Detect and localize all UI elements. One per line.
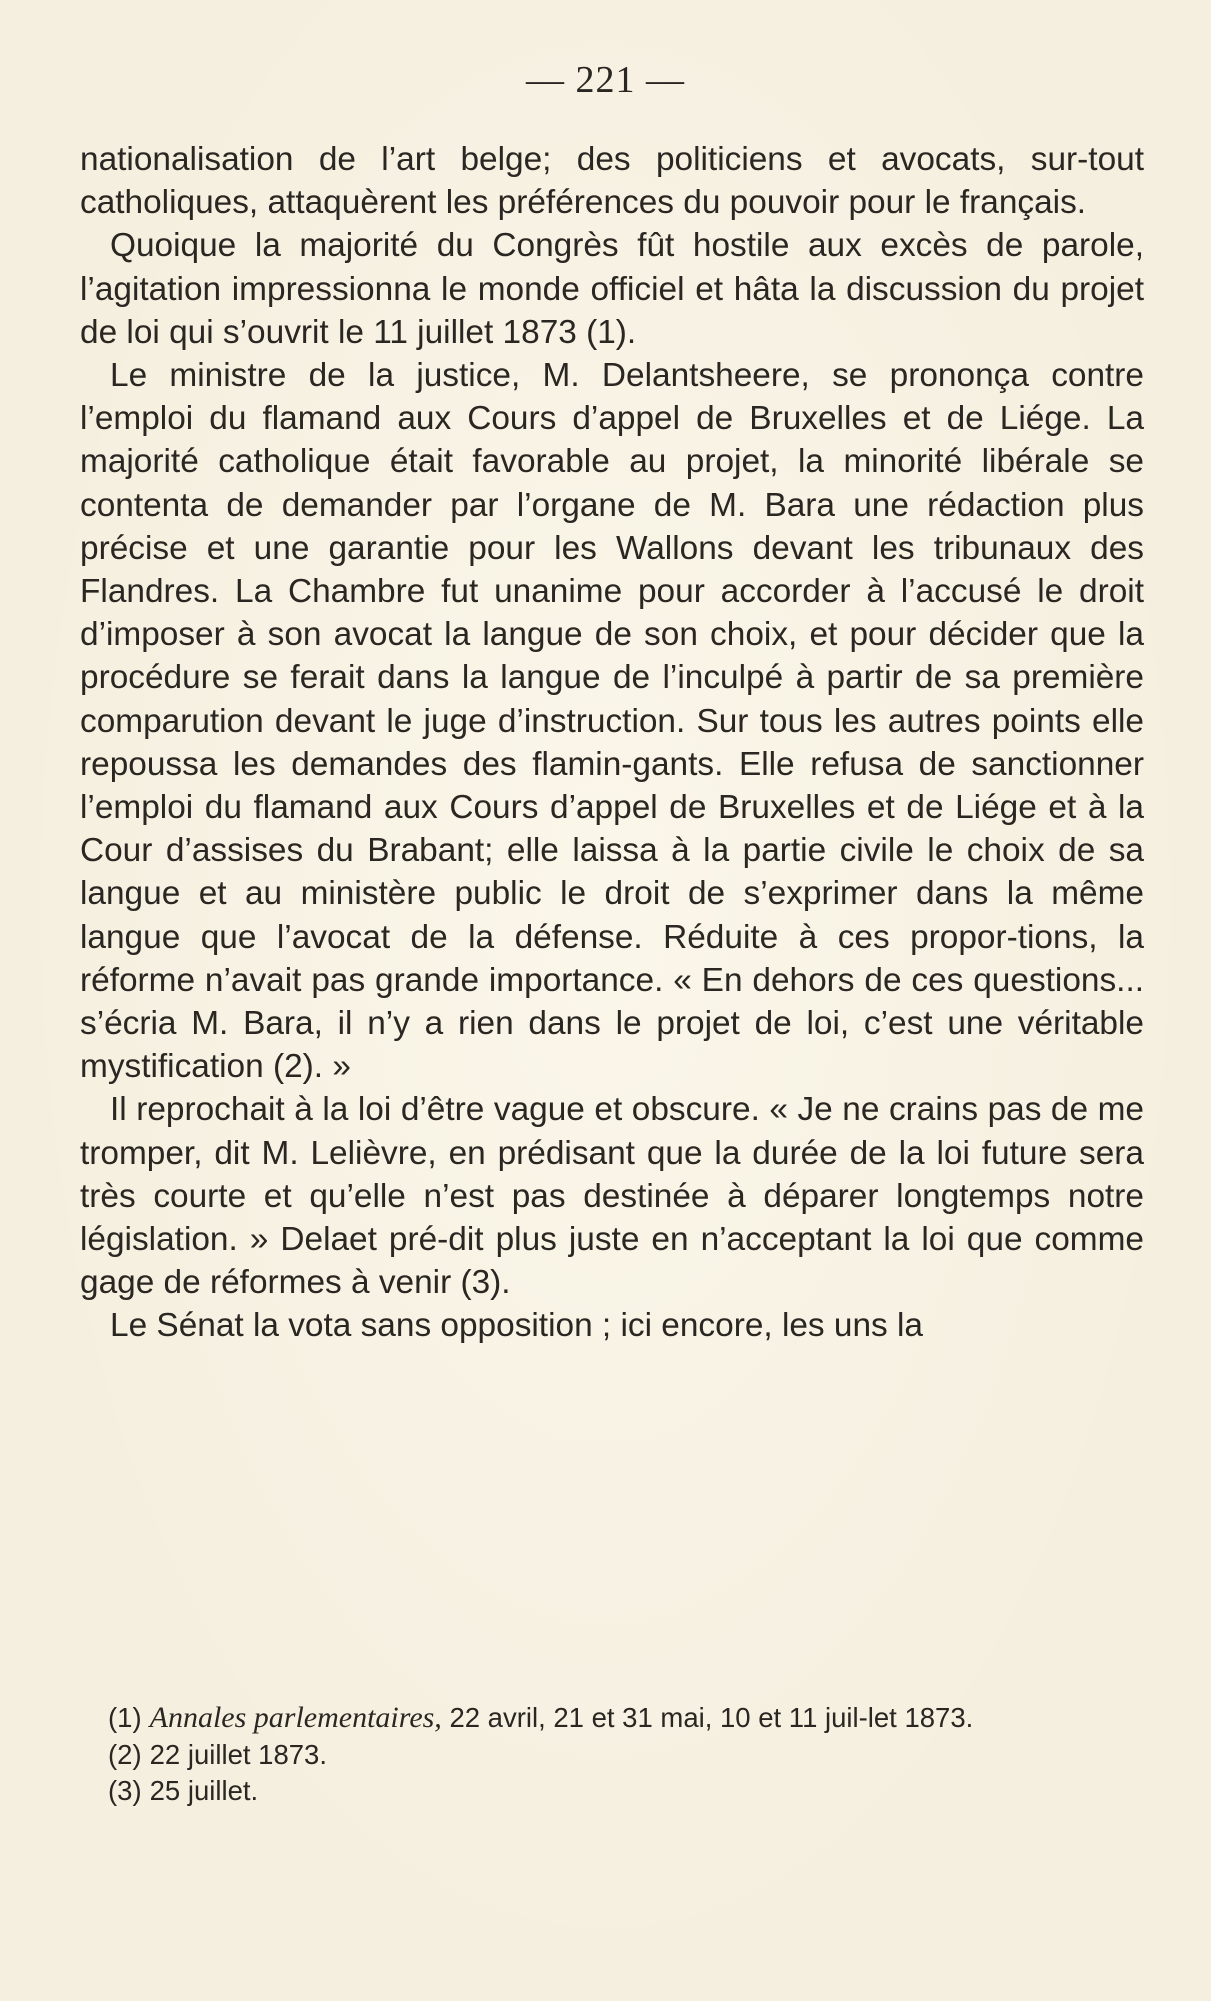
paragraph: Le Sénat la vota sans opposition ; ici encore, les uns la xyxy=(110,1307,924,1345)
page-number: — 221 — xyxy=(526,59,685,101)
footnote-source-title: Annales parlementaires, xyxy=(149,1701,442,1734)
footnote-text: 22 juillet 1873. xyxy=(149,1738,327,1770)
footnote-text: 25 juillet. xyxy=(149,1775,259,1806)
paragraph: Il reprochait à la loi d’être vague et obscure. « Je ne crains pas de me tromper, dit M. Lelièvre, en prédisant que la durée de la loi future sera très courte et qu’elle n’est pas destinée à déparer longtemps notre législation. » Delaet pré-dit plus juste en n’acceptant la loi que comme gage de réformes à venir (3). xyxy=(80,1091,1144,1302)
footnote-number: (1) xyxy=(108,1702,142,1733)
paragraph: Quoique la majorité du Congrès fût hostile aux excès de parole, l’agitation impressionna le monde officiel et hâta la discussion du projet de loi qui s’ouvrit le 11 juillet 1873 (1). xyxy=(80,227,1144,351)
footnote-text: 22 avril, 21 et 31 mai, 10 et 11 juil-let 1873. xyxy=(441,1702,974,1733)
body-text xyxy=(80,138,1144,1348)
footnote xyxy=(80,1700,1144,1737)
footnote-number: (2) xyxy=(108,1738,142,1770)
footnote xyxy=(80,1773,1144,1810)
paragraph: Le ministre de la justice, M. Delantsheere, se prononça contre l’emploi du flamand aux Cours d’appel de Bruxelles et de Liége. La majorité catholique était favorable au projet, la minorité libérale se contenta de demander par l’organe de M. Bara une rédaction plus précise et une garantie pour les Wallons devant les tribunaux des Flandres. La Chambre fut unanime pour accorder à l’accusé le droit d’imposer à son avocat la langue de son choix, et pour décider que la procédure se ferait dans la langue de l’inculpé à partir de sa première comparution devant le juge d’instruction. Sur tous les autres points elle repoussa les demandes des flamin-gants. Elle refusa de sanctionner l’emploi du flamand aux Cours d’appel de Bruxelles et de Liége et à la Cour d’assises du Brabant; elle laissa à la partie civile le choix de sa langue et au ministère public le droit de s’exprimer dans la même langue que l’avocat de la défense. Réduite à ces propor-tions, la réforme n’avait pas grande importance. « En dehors de ces questions... s’écria M. Bara, il n’y a rien dans le projet de loi, c’est une véritable mystification (2). » xyxy=(80,357,1144,1086)
footnote-number: (3) xyxy=(108,1775,142,1806)
paragraph: nationalisation de l’art belge; des politiciens et avocats, sur-tout catholiques, attaquèrent les préférences du pouvoir pour le français. xyxy=(80,141,1144,222)
footnote xyxy=(80,1737,1144,1774)
footnotes xyxy=(80,1700,1144,1810)
